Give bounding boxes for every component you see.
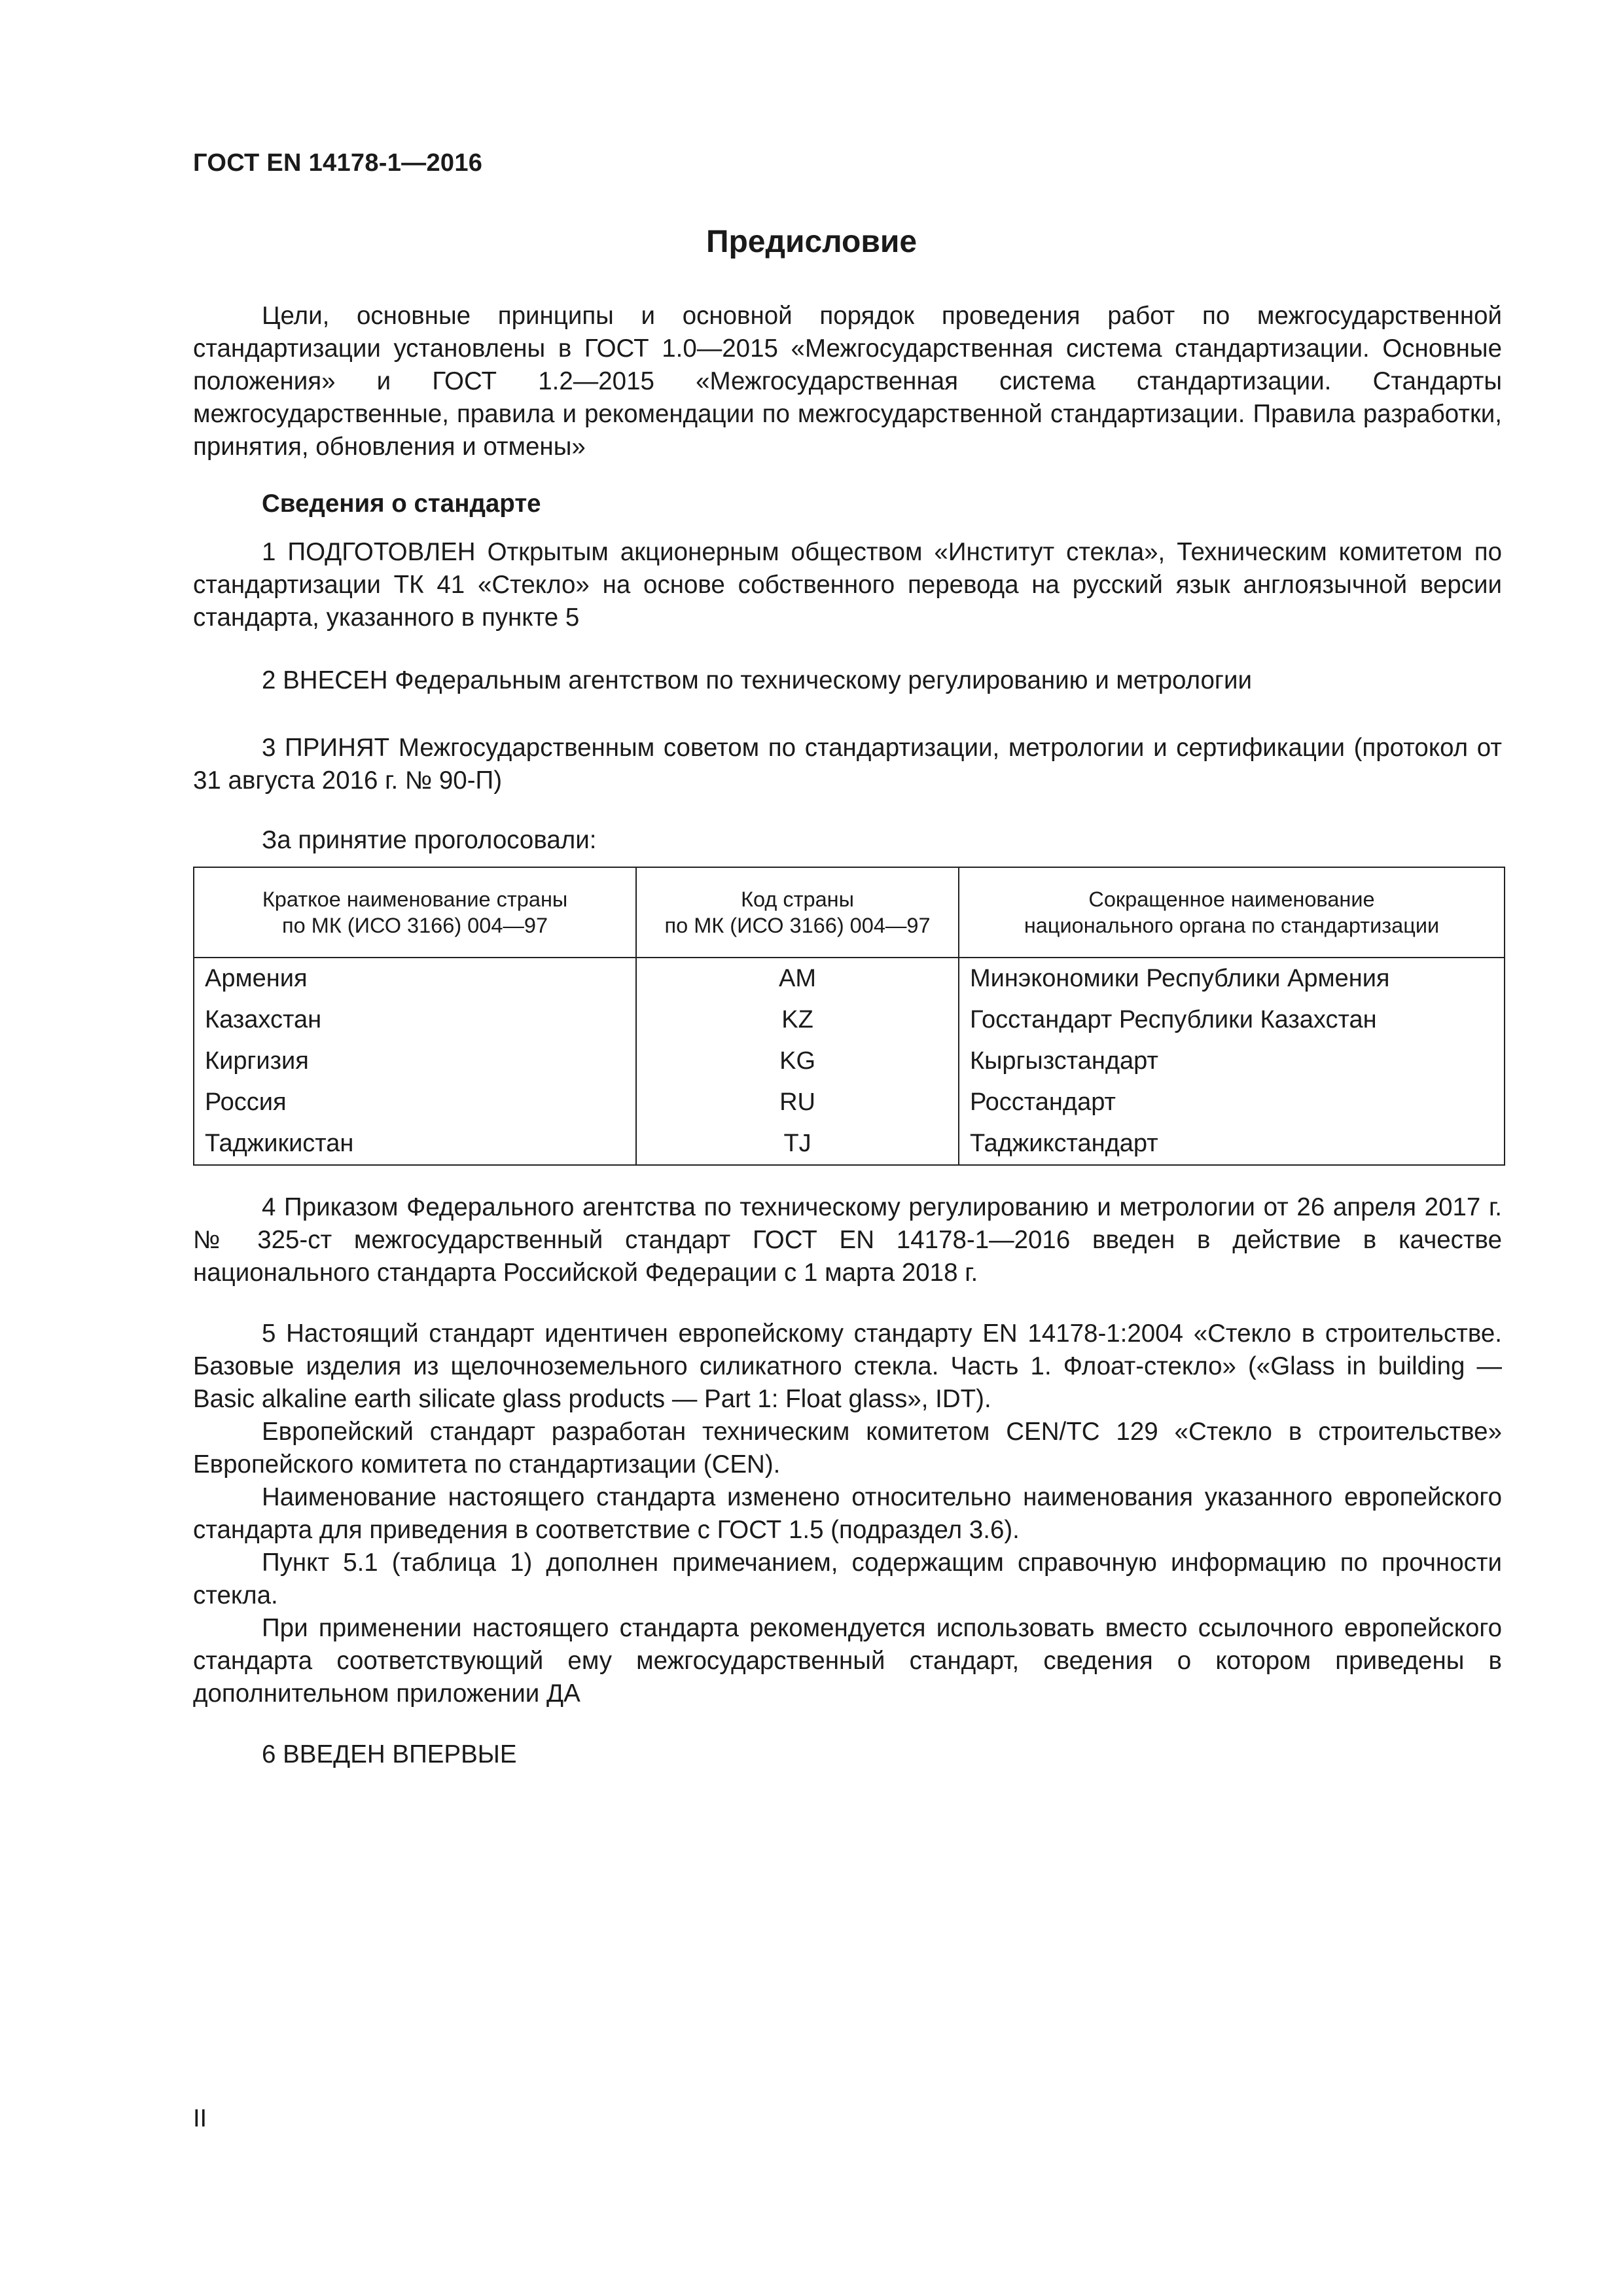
table-row (194, 1082, 1505, 1123)
country-cell: Армения (194, 958, 636, 999)
item3-block (193, 732, 1502, 797)
table-row (194, 1041, 1505, 1082)
body-cell: Кыргызстандарт (959, 1041, 1505, 1082)
page-title: Предисловие (705, 224, 918, 259)
voted-label-block (193, 824, 1502, 857)
item3-paragraph: 3 ПРИНЯТ Межгосударственным советом по стандартизации, метрологии и сертификации (протокол от 31 августа 2016 г. № 90-П) (193, 734, 1502, 795)
country-cell: Киргизия (194, 1041, 636, 1082)
page-number: II (193, 2105, 207, 2132)
header-code-line2: по МК (ИСО 3166) 004—97 (664, 914, 931, 937)
country-cell: Россия (194, 1082, 636, 1123)
voting-table (193, 867, 1505, 1166)
item1-block (193, 536, 1502, 634)
item4-paragraph: 4 Приказом Федерального агентства по техническому регулированию и метрологии от 26 апреля 2017 г. № 325-ст межгосударственный стандарт ГОСТ EN 14178-1—2016 введен в действие в качестве национального стандарта Российской Федерации с 1 марта 2018 г. (193, 1193, 1502, 1287)
document-code: ГОСТ EN 14178-1—2016 (193, 149, 483, 177)
item6-paragraph: 6 ВВЕДЕН ВПЕРВЫЕ (262, 1740, 517, 1768)
header-country (194, 867, 636, 958)
item6-block (193, 1738, 1502, 1771)
item4-block (193, 1191, 1502, 1289)
intro-section (193, 300, 1502, 463)
body-cell: Госстандарт Республики Казахстан (959, 999, 1505, 1041)
code-cell: TJ (636, 1123, 959, 1165)
body-cell: Таджикстандарт (959, 1123, 1505, 1165)
table-row (194, 999, 1505, 1041)
header-country-line1: Краткое наименование страны (262, 888, 568, 911)
header-code-line1: Код страны (741, 888, 854, 911)
item5-paragraph-4: Пункт 5.1 (таблица 1) дополнен примечанием, содержащим справочную информацию по прочности стекла. (193, 1549, 1502, 1609)
code-cell: KZ (636, 999, 959, 1041)
info-heading: Сведения о стандарте (262, 490, 541, 518)
code-cell: AM (636, 958, 959, 999)
header-code (636, 867, 959, 958)
code-cell: RU (636, 1082, 959, 1123)
body-cell: Росстандарт (959, 1082, 1505, 1123)
table-row (194, 958, 1505, 999)
country-cell: Казахстан (194, 999, 636, 1041)
header-body (959, 867, 1505, 958)
item5-paragraph-5: При применении настоящего стандарта рекомендуется использовать вместо ссылочного европейского стандарта соответствующий ему межгосударственный стандарт, сведения о котором приведены в дополнительном приложении ДА (193, 1614, 1502, 1708)
table-row (194, 1123, 1505, 1165)
code-cell: KG (636, 1041, 959, 1082)
item5-block (193, 1318, 1502, 1710)
header-body-line1: Сокращенное наименование (1088, 888, 1375, 911)
item2-paragraph: 2 ВНЕСЕН Федеральным агентством по техническому регулированию и метрологии (262, 666, 1252, 694)
voted-label: За принятие проголосовали: (262, 826, 597, 854)
header-body-line2: национального органа по стандартизации (1024, 914, 1440, 937)
item1-paragraph: 1 ПОДГОТОВЛЕН Открытым акционерным обществом «Институт стекла», Техническим комитетом по стандартизации ТК 41 «Стекло» на основе собственного перевода на русский язык англоязычной версии стандарта, указанного в пункте 5 (193, 538, 1502, 632)
body-cell: Минэкономики Республики Армения (959, 958, 1505, 999)
header-country-line2: по МК (ИСО 3166) 004—97 (282, 914, 548, 937)
item5-paragraph-1: 5 Настоящий стандарт идентичен европейскому стандарту EN 14178-1:2004 «Стекло в строительстве. Базовые изделия из щелочноземельного силикатного стекла. Часть 1. Флоат-стекло» («Glass in building — Basic alkaline earth silicate glass products — Part 1: Float glass», IDT). (193, 1319, 1502, 1413)
item5-paragraph-3: Наименование настоящего стандарта изменено относительно наименования указанного европейского стандарта для приведения в соответствие с ГОСТ 1.5 (подраздел 3.6). (193, 1483, 1502, 1544)
item2-block (193, 664, 1502, 697)
country-cell: Таджикистан (194, 1123, 636, 1165)
info-heading-block (193, 488, 1502, 520)
table-header-row (194, 867, 1505, 958)
intro-paragraph: Цели, основные принципы и основной порядок проведения работ по межгосударственной стандартизации установлены в ГОСТ 1.0—2015 «Межгосударственная система стандартизации. Основные положения» и ГОСТ 1.2—2015 «Межгосударственная система стандартизации. Стандарты межгосударственные, правила и рекомендации по межгосударственной стандартизации. Правила разработки, принятия, обновления и отмены» (193, 302, 1502, 461)
item5-paragraph-2: Европейский стандарт разработан техническим комитетом CEN/TC 129 «Стекло в строительстве» Европейского комитета по стандартизации (CEN). (193, 1418, 1502, 1479)
